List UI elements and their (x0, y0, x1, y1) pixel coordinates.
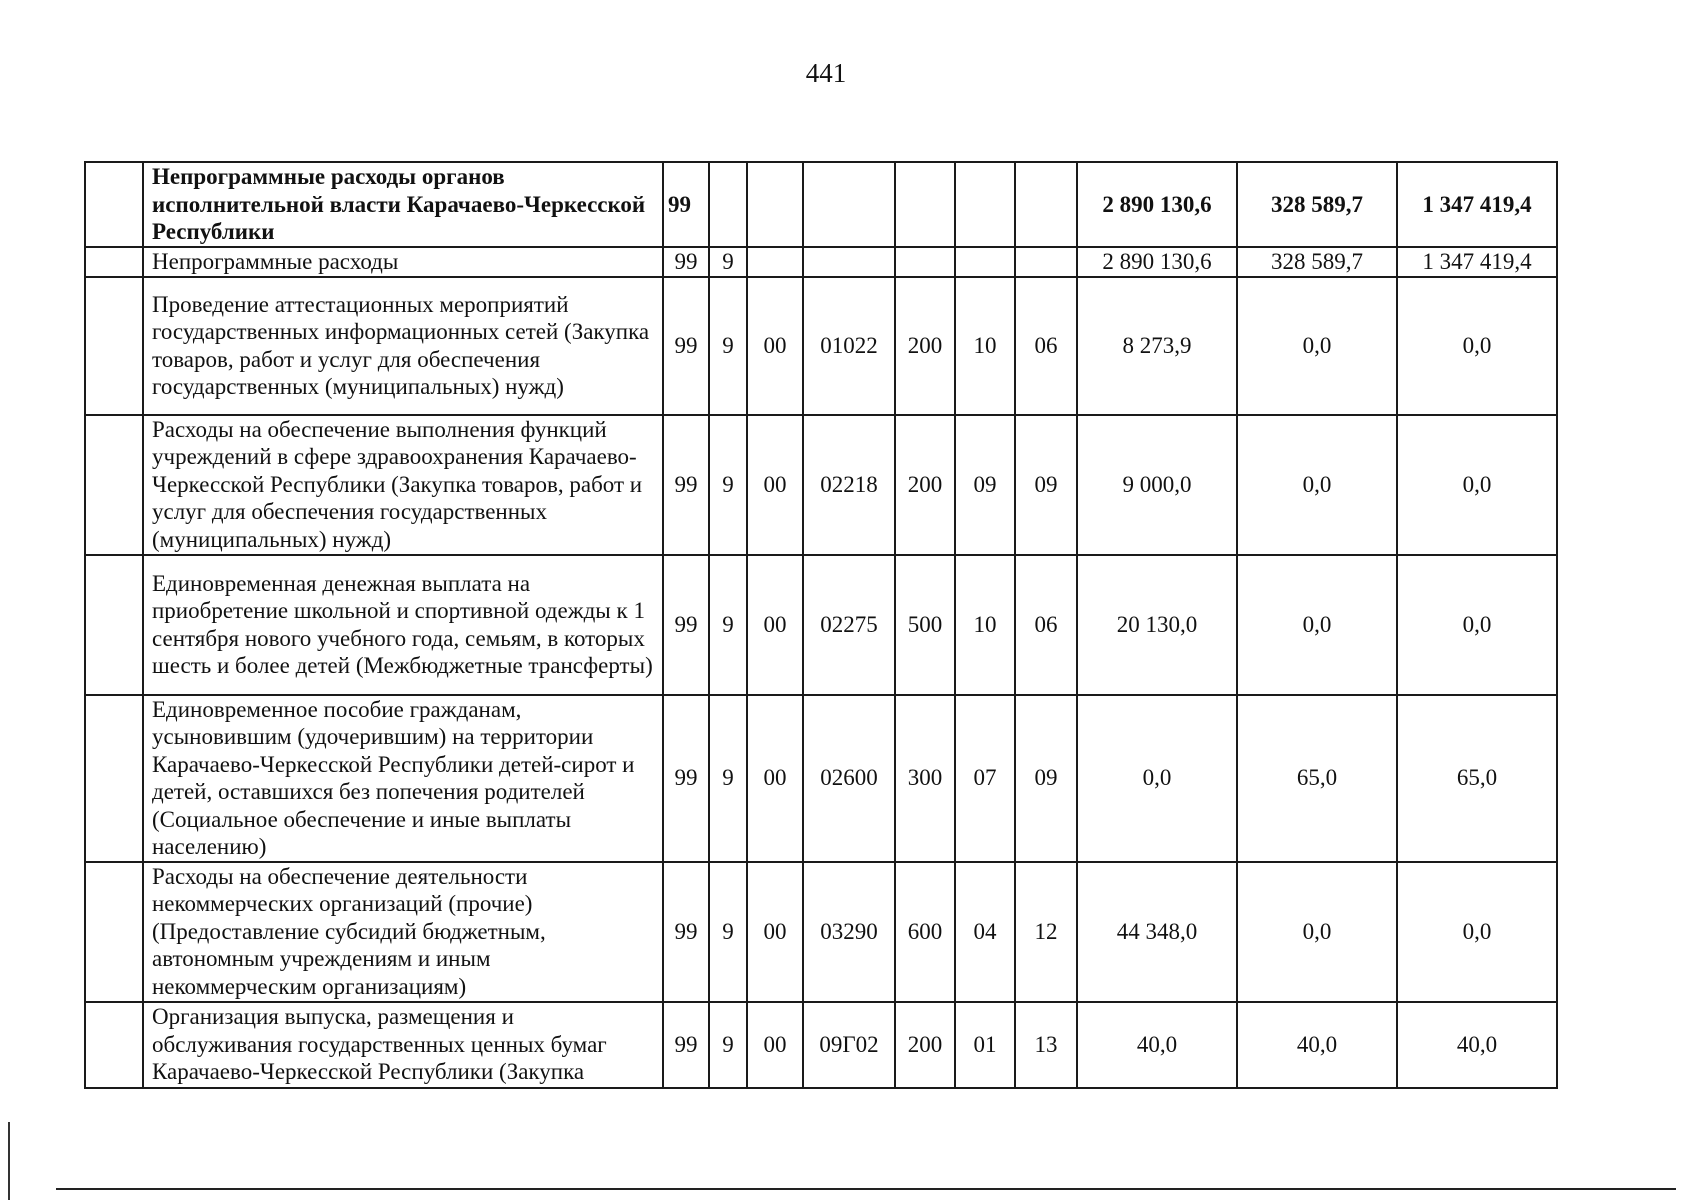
expense-name-cell: Непрограммные расходы (143, 247, 663, 277)
direction-code-cell: 02600 (803, 695, 895, 862)
table-row (85, 1002, 1557, 1088)
amount-cell: 0,0 (1077, 695, 1237, 862)
ministry-code-cell: 99 (663, 247, 709, 277)
subsection-cell: 06 (1015, 277, 1077, 415)
program-code-cell: 9 (709, 555, 747, 695)
direction-code-cell (803, 247, 895, 277)
amount-cell: 9 000,0 (1077, 415, 1237, 555)
table-row (85, 415, 1557, 555)
row-number-cell (85, 1002, 143, 1088)
program-code-cell (709, 162, 747, 247)
expense-type-cell (895, 162, 955, 247)
section-cell: 01 (955, 1002, 1015, 1088)
direction-code-cell: 03290 (803, 862, 895, 1002)
expense-name-cell: Расходы на обеспечение выполнения функций учреждений в сфере здравоохранения Карачаево-Черкесской Республики (Закупка товаров, работ и услуг для обеспечения государственных (муниципальных) нужд) (143, 415, 663, 555)
subsection-cell: 09 (1015, 415, 1077, 555)
section-cell (955, 162, 1015, 247)
section-cell: 07 (955, 695, 1015, 862)
amount-cell: 0,0 (1237, 277, 1397, 415)
expense-type-cell: 200 (895, 277, 955, 415)
subprogram-code-cell: 00 (747, 1002, 803, 1088)
bottom-rule (56, 1188, 1676, 1190)
direction-code-cell: 02218 (803, 415, 895, 555)
expense-type-cell: 200 (895, 1002, 955, 1088)
table-row (85, 555, 1557, 695)
page-number: 441 (805, 58, 847, 88)
amount-cell: 0,0 (1237, 415, 1397, 555)
amount-cell: 40,0 (1077, 1002, 1237, 1088)
amount-cell: 1 347 419,4 (1397, 247, 1557, 277)
subprogram-code-cell: 00 (747, 415, 803, 555)
amount-cell: 65,0 (1237, 695, 1397, 862)
amount-cell: 328 589,7 (1237, 247, 1397, 277)
amount-cell: 65,0 (1397, 695, 1557, 862)
row-number-cell (85, 695, 143, 862)
amount-cell: 20 130,0 (1077, 555, 1237, 695)
ministry-code-cell: 99 (663, 277, 709, 415)
table-row (85, 862, 1557, 1002)
row-number-cell (85, 277, 143, 415)
amount-cell: 328 589,7 (1237, 162, 1397, 247)
amount-cell: 8 273,9 (1077, 277, 1237, 415)
row-number-cell (85, 862, 143, 1002)
left-margin-rule (8, 1122, 10, 1200)
amount-cell: 0,0 (1397, 555, 1557, 695)
section-cell: 10 (955, 277, 1015, 415)
row-number-cell (85, 555, 143, 695)
expense-type-cell: 500 (895, 555, 955, 695)
amount-cell: 1 347 419,4 (1397, 162, 1557, 247)
direction-code-cell: 09Г02 (803, 1002, 895, 1088)
amount-cell: 2 890 130,6 (1077, 247, 1237, 277)
subsection-cell: 09 (1015, 695, 1077, 862)
ministry-code-cell: 99 (663, 555, 709, 695)
section-cell: 04 (955, 862, 1015, 1002)
ministry-code-cell: 99 (663, 862, 709, 1002)
subprogram-code-cell: 00 (747, 862, 803, 1002)
program-code-cell: 9 (709, 1002, 747, 1088)
ministry-code-cell: 99 (663, 695, 709, 862)
expense-type-cell: 600 (895, 862, 955, 1002)
table-row (85, 695, 1557, 862)
row-number-cell (85, 247, 143, 277)
subprogram-code-cell: 00 (747, 695, 803, 862)
subprogram-code-cell: 00 (747, 277, 803, 415)
amount-cell: 0,0 (1397, 862, 1557, 1002)
expense-name-cell: Единовременное пособие гражданам, усыновившим (удочерившим) на территории Карачаево-Черкесской Республики детей-сирот и детей, оставшихся без попечения родителей (Социальное обеспечение и иные выплаты населению) (143, 695, 663, 862)
ministry-code-cell: 99 (663, 162, 709, 247)
table-row (85, 247, 1557, 277)
subsection-cell: 12 (1015, 862, 1077, 1002)
expense-name-cell: Организация выпуска, размещения и обслуживания государственных ценных бумаг Карачаево-Черкесской Республики (Закупка (143, 1002, 663, 1088)
program-code-cell: 9 (709, 277, 747, 415)
subsection-cell: 06 (1015, 555, 1077, 695)
section-cell: 10 (955, 555, 1015, 695)
subprogram-code-cell: 00 (747, 555, 803, 695)
row-number-cell (85, 415, 143, 555)
table-row (85, 162, 1557, 247)
expense-name-cell: Проведение аттестационных мероприятий государственных информационных сетей (Закупка товаров, работ и услуг для обеспечения государственных (муниципальных) нужд) (143, 277, 663, 415)
amount-cell: 0,0 (1237, 862, 1397, 1002)
program-code-cell: 9 (709, 415, 747, 555)
program-code-cell: 9 (709, 247, 747, 277)
expense-type-cell: 300 (895, 695, 955, 862)
direction-code-cell (803, 162, 895, 247)
amount-cell: 40,0 (1237, 1002, 1397, 1088)
amount-cell: 0,0 (1237, 555, 1397, 695)
subprogram-code-cell (747, 162, 803, 247)
amount-cell: 2 890 130,6 (1077, 162, 1237, 247)
direction-code-cell: 02275 (803, 555, 895, 695)
amount-cell: 0,0 (1397, 277, 1557, 415)
ministry-code-cell: 99 (663, 1002, 709, 1088)
expense-name-cell: Единовременная денежная выплата на приобретение школьной и спортивной одежды к 1 сентября нового учебного года, семьям, в которых шесть и более детей (Межбюджетные трансферты) (143, 555, 663, 695)
expense-type-cell (895, 247, 955, 277)
budget-table (84, 161, 1558, 1089)
section-cell (955, 247, 1015, 277)
direction-code-cell: 01022 (803, 277, 895, 415)
amount-cell: 40,0 (1397, 1002, 1557, 1088)
expense-type-cell: 200 (895, 415, 955, 555)
program-code-cell: 9 (709, 862, 747, 1002)
subprogram-code-cell (747, 247, 803, 277)
subsection-cell: 13 (1015, 1002, 1077, 1088)
table-row (85, 277, 1557, 415)
subsection-cell (1015, 247, 1077, 277)
amount-cell: 44 348,0 (1077, 862, 1237, 1002)
section-cell: 09 (955, 415, 1015, 555)
subsection-cell (1015, 162, 1077, 247)
program-code-cell: 9 (709, 695, 747, 862)
ministry-code-cell: 99 (663, 415, 709, 555)
row-number-cell (85, 162, 143, 247)
expense-name-cell: Непрограммные расходы органов исполнительной власти Карачаево-Черкесской Республики (143, 162, 663, 247)
amount-cell: 0,0 (1397, 415, 1557, 555)
expense-name-cell: Расходы на обеспечение деятельности некоммерческих организаций (прочие) (Предоставление субсидий бюджетным, автономным учреждениям и иным некоммерческим организациям) (143, 862, 663, 1002)
